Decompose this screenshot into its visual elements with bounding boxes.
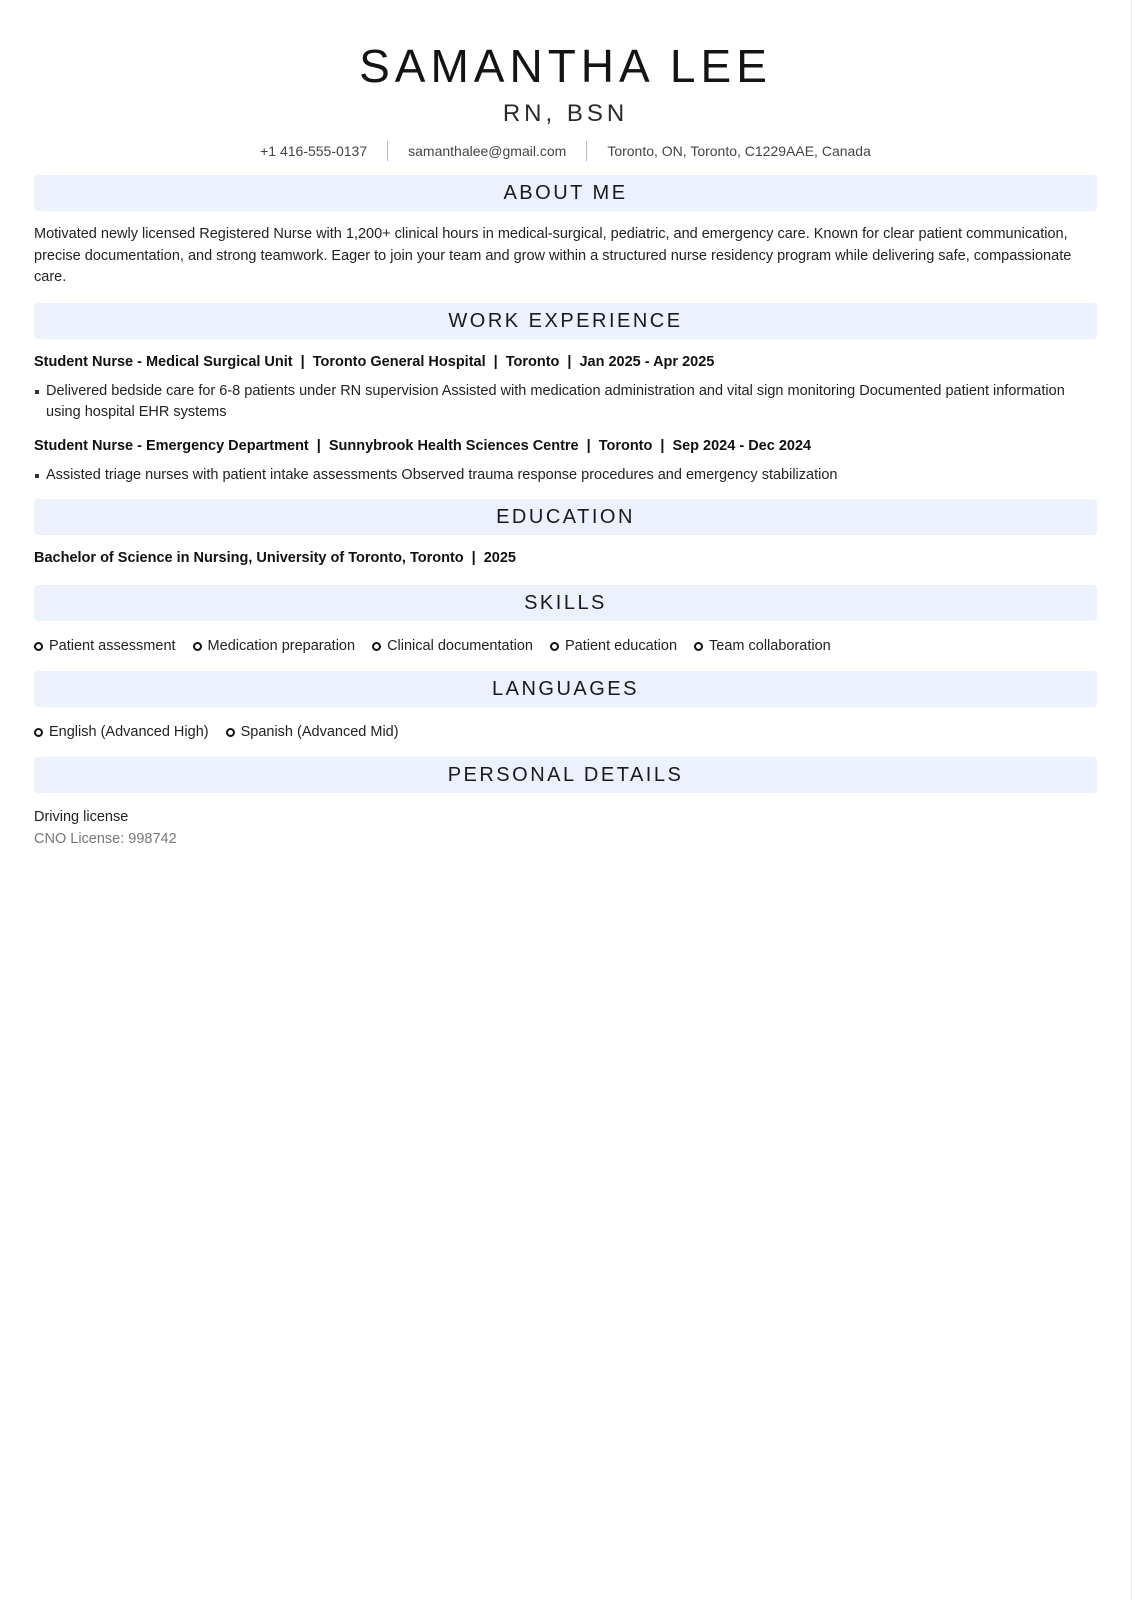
job-bullet-text: Delivered bedside care for 6-8 patients under RN supervision Assisted with medication administration and vital sign monitoring Documented patient information using hospital EHR systems [46,382,1065,420]
skills-list [34,636,1097,656]
job-heading [34,436,1097,456]
skill-label: Team collaboration [709,638,831,654]
candidate-title: RN, BSN [502,100,629,127]
contact-bar [34,140,1097,162]
education-degree: Bachelor of Science in Nursing, University of Toronto, Toronto [34,550,464,566]
ring-bullet-icon [694,642,703,651]
pipe-separator: | [300,353,305,370]
contact-address: Toronto, ON, Toronto, C1229AAE, Canada [607,143,871,159]
section-header-languages: LANGUAGES [34,671,1097,707]
section-header-education: EDUCATION [34,499,1097,535]
job-city: Toronto [505,353,560,370]
candidate-name: SAMANTHA LEE [359,40,772,92]
pipe-separator: | [316,437,321,454]
job-city: Toronto [598,437,653,454]
job-bullet [34,381,1097,424]
education-year: 2025 [483,550,516,566]
pipe-separator: | [493,353,498,370]
ring-bullet-icon [372,642,381,651]
ring-bullet-icon [226,728,235,737]
section-header-skills: SKILLS [34,585,1097,621]
job-employer: Sunnybrook Health Sciences Centre [328,437,579,454]
ring-bullet-icon [34,728,43,737]
skill-item [34,636,176,656]
square-bullet-icon [34,465,46,487]
skill-label: Patient education [564,638,678,654]
skill-item [694,636,831,656]
ring-bullet-icon [550,642,559,651]
pipe-separator: | [471,550,476,566]
skill-label: Patient assessment [49,638,176,654]
job-dates: Sep 2024 - Dec 2024 [672,437,812,454]
language-item [34,722,209,742]
job-dates: Jan 2025 - Apr 2025 [579,353,715,370]
language-item [226,722,399,742]
contact-email: samanthalee@gmail.com [408,143,567,159]
language-label: English (Advanced High) [49,724,209,740]
pipe-separator: | [567,353,572,370]
ring-bullet-icon [193,642,202,651]
square-bullet-icon [34,381,46,424]
contact-phone: +1 416-555-0137 [260,143,368,159]
languages-list [34,722,1097,742]
personal-driving-license: Driving license [34,809,129,825]
job-role: Student Nurse - Emergency Department [34,437,309,454]
section-header-about: ABOUT ME [34,175,1097,211]
education-entry [34,548,1097,568]
skill-label: Medication preparation [207,638,356,654]
section-header-personal: PERSONAL DETAILS [34,757,1097,793]
skill-item [193,636,356,656]
job-heading [34,352,1097,372]
job-bullet-text: Assisted triage nurses with patient intake assessments Observed trauma response procedures and emergency stabilization [46,466,838,483]
skill-item [372,636,533,656]
section-header-work: WORK EXPERIENCE [34,303,1097,339]
ring-bullet-icon [34,642,43,651]
pipe-separator: | [660,437,665,454]
skill-item [550,636,677,656]
job-bullet [34,465,1097,487]
skill-label: Clinical documentation [387,638,533,654]
language-label: Spanish (Advanced Mid) [240,724,399,740]
about-text: Motivated newly licensed Registered Nurse with 1,200+ clinical hours in medical-surgical, pediatric, and emergency care. Known for clear patient communication, precise documentation, and strong teamwork. Eager to join your team and grow within a structured nurse residency program while delivering safe, compassionate care. [34,226,1072,285]
pipe-separator: | [586,437,591,454]
job-role: Student Nurse - Medical Surgical Unit [34,353,293,370]
job-employer: Toronto General Hospital [312,353,486,370]
personal-cno-license: CNO License: 998742 [34,830,177,847]
personal-details [34,807,1097,850]
